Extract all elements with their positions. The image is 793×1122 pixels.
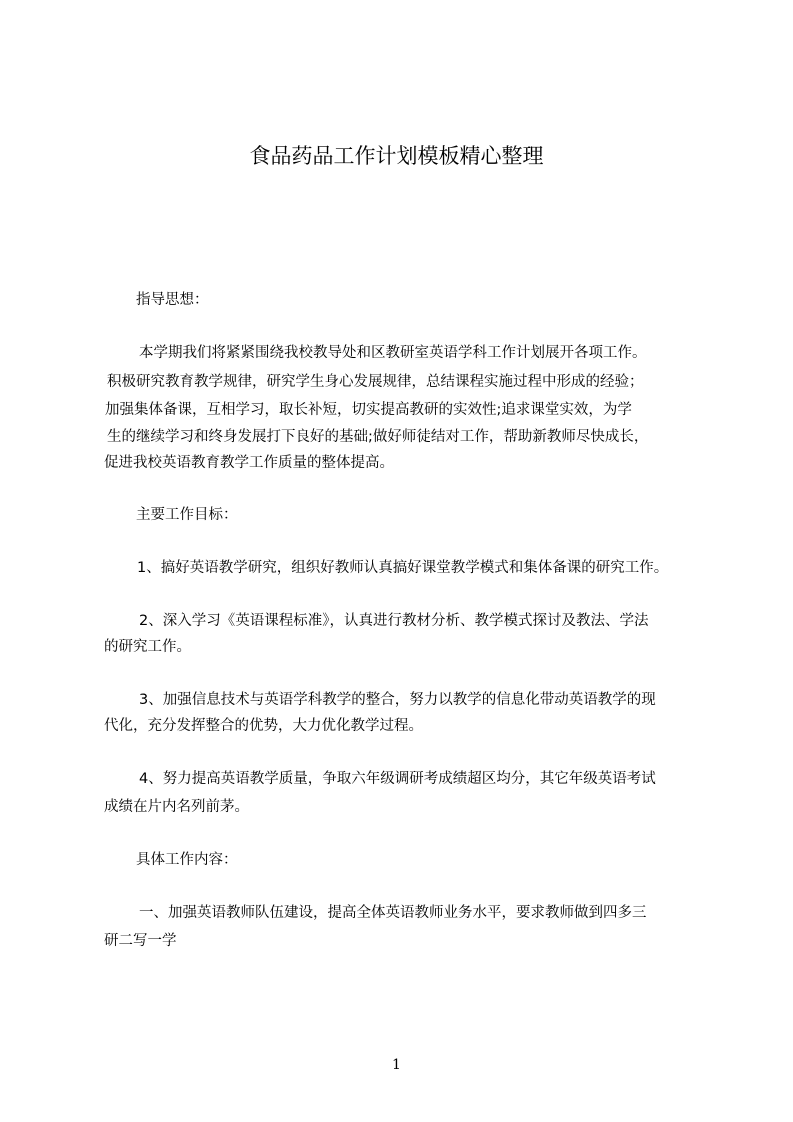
- goal-item-3-line: 3、加强信息技术与英语学科教学的整合，努力以教学的信息化带动英语教学的现: [139, 692, 656, 708]
- goal-item-4-line: 4、努力提高英语教学质量，争取六年级调研考成绩超区均分，其它年级英语考试: [139, 771, 656, 787]
- goals-heading: 主要工作目标：: [136, 507, 238, 523]
- content-item-1-line: 研二写一学: [104, 933, 177, 949]
- goal-item-4-line: 成绩在片内名列前茅。: [104, 799, 249, 815]
- goal-item-3-line: 代化，充分发挥整合的优势，大力优化教学过程。: [104, 718, 423, 734]
- guiding-paragraph-line: 积极研究教育教学规律，研究学生身心发展规律，总结课程实施过程中形成的经验；: [107, 374, 644, 390]
- guiding-paragraph-line: 促进我校英语教育教学工作质量的整体提高。: [104, 455, 394, 471]
- goal-item-2-line: 2、深入学习《英语课程标准》，认真进行教材分析、教学模式探讨及教法、学法: [139, 613, 649, 629]
- goal-item-2-line: 的研究工作。: [104, 639, 191, 655]
- goal-item-1: 1、搞好英语教学研究，组织好教师认真搞好课堂教学模式和集体备课的研究工作。: [137, 560, 669, 576]
- guiding-paragraph-line: 生的继续学习和终身发展打下良好的基础;做好师徒结对工作，帮助新教师尽快成长，: [107, 429, 649, 445]
- guiding-paragraph-line: 本学期我们将紧紧围绕我校教导处和区教研室英语学科工作计划展开各项工作。: [139, 345, 647, 361]
- content-item-1-line: 一、加强英语教师队伍建设，提高全体英语教师业务水平，要求教师做到四多三: [139, 905, 647, 921]
- page-number: 1: [392, 1057, 401, 1073]
- guiding-heading: 指导思想：: [136, 292, 209, 308]
- document-title: 食品药品工作计划模板精心整理: [249, 144, 544, 168]
- guiding-paragraph-line: 加强集体备课，互相学习，取长补短，切实提高教研的实效性;追求课堂实效，为学: [105, 402, 632, 418]
- content-heading: 具体工作内容：: [136, 852, 238, 868]
